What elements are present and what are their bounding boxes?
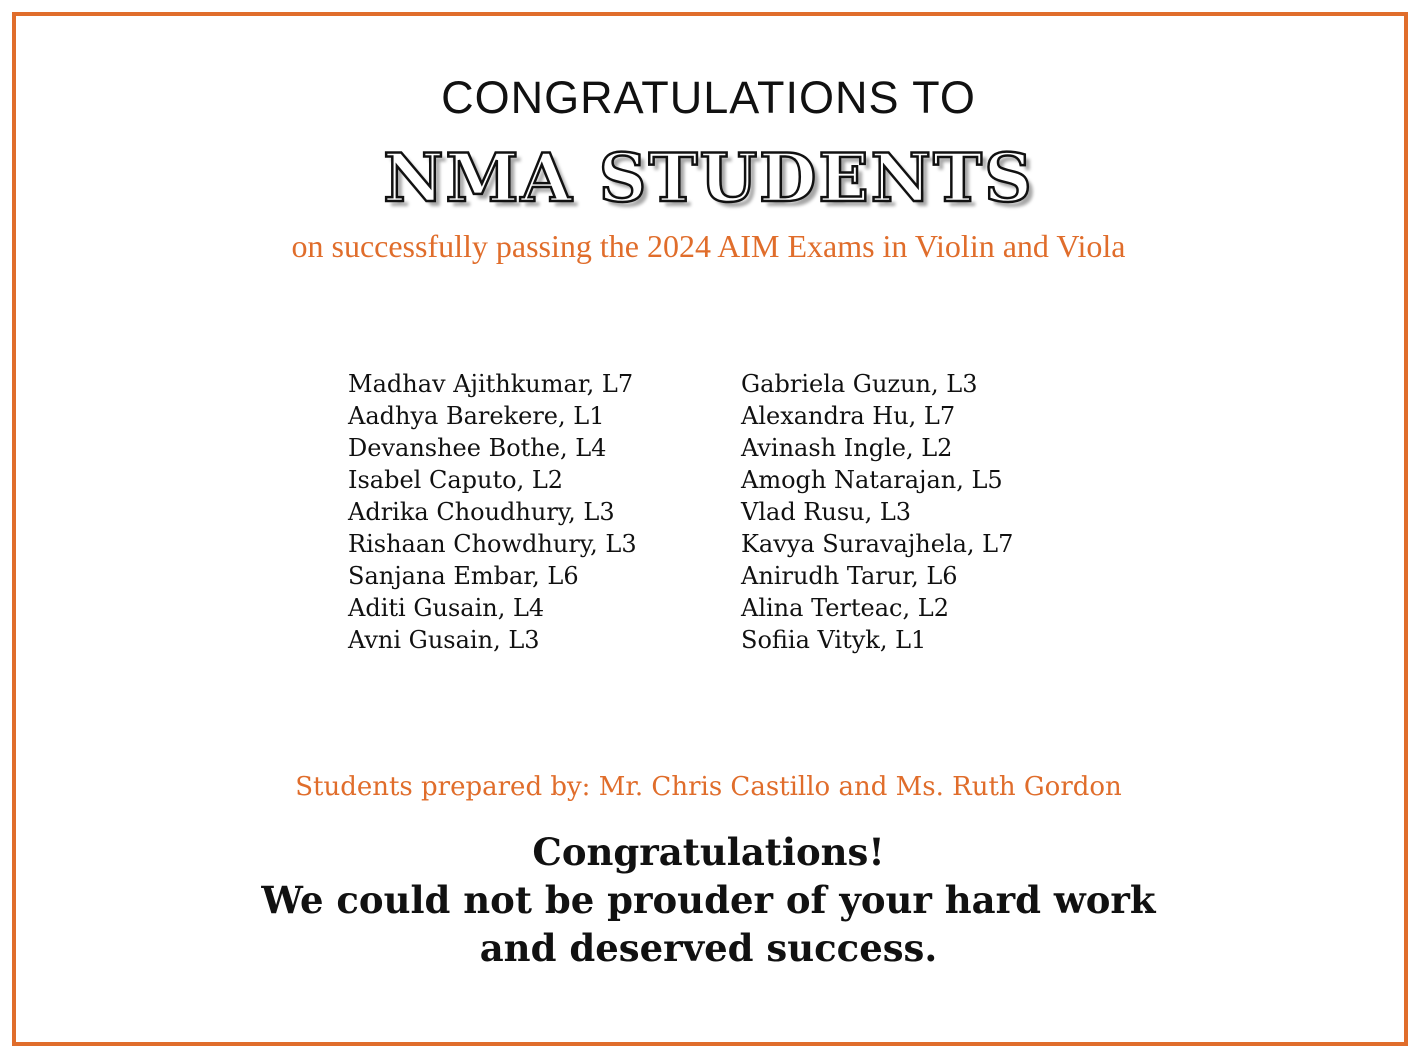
prepared-by-note: Students prepared by: Mr. Chris Castillo and Ms. Ruth Gordon — [295, 772, 1122, 802]
closing-line: We could not be prouder of your hard work — [261, 878, 1156, 922]
heading-nma-students: NMA STUDENTS — [383, 139, 1034, 217]
list-item: Devanshee Bothe, L4 — [348, 434, 607, 462]
student-list-right — [741, 368, 1013, 656]
list-item: Adrika Choudhury, L3 — [348, 498, 615, 526]
list-item: Amogh Natarajan, L5 — [741, 466, 1003, 494]
list-item: Gabriela Guzun, L3 — [741, 370, 978, 398]
closing-message — [0, 828, 1417, 972]
closing-line: Congratulations! — [532, 830, 885, 874]
list-item: Sanjana Embar, L6 — [348, 562, 579, 590]
list-item: Alina Terteac, L2 — [741, 594, 949, 622]
list-item: Sofiia Vityk, L1 — [741, 626, 927, 654]
list-item: Rishaan Chowdhury, L3 — [348, 530, 637, 558]
list-item: Alexandra Hu, L7 — [741, 402, 956, 430]
list-item: Avni Gusain, L3 — [348, 626, 540, 654]
list-item: Aditi Gusain, L4 — [348, 594, 545, 622]
list-item: Madhav Ajithkumar, L7 — [348, 370, 634, 398]
list-item: Aadhya Barekere, L1 — [348, 402, 605, 430]
heading-congratulations-to: CONGRATULATIONS TO — [441, 72, 976, 123]
list-item: Kavya Suravajhela, L7 — [741, 530, 1014, 558]
list-item: Isabel Caputo, L2 — [348, 466, 564, 494]
closing-line: and deserved success. — [479, 926, 938, 970]
student-list-left — [348, 368, 637, 656]
list-item: Anirudh Tarur, L6 — [741, 562, 958, 590]
list-item: Avinash Ingle, L2 — [741, 434, 953, 462]
subtitle: on successfully passing the 2024 AIM Exams in Violin and Viola — [291, 228, 1126, 264]
list-item: Vlad Rusu, L3 — [741, 498, 912, 526]
